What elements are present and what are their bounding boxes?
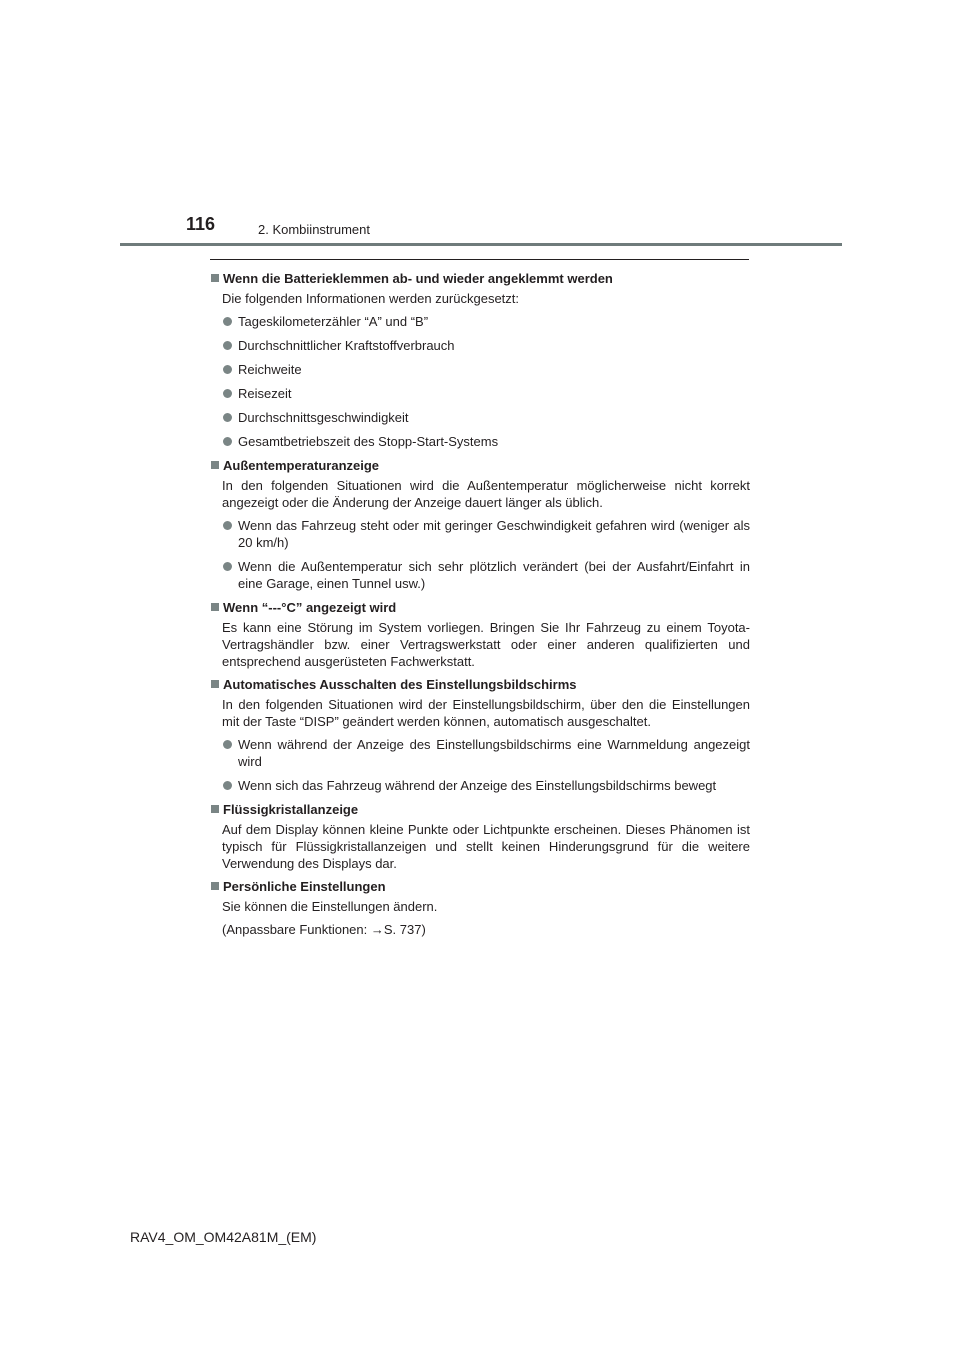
- page-content: [210, 270, 750, 944]
- section-heading: [210, 599, 750, 616]
- circle-bullet-icon: [223, 437, 232, 446]
- square-bullet-icon: [211, 882, 219, 890]
- circle-bullet-icon: [223, 341, 232, 350]
- list-item: [222, 558, 750, 592]
- paragraph: In den folgenden Situationen wird die Außentemperatur möglicherweise nicht korrekt angezeigt oder die Änderung der Anzeige dauert länger als üblich.: [222, 478, 750, 510]
- list-item-text: Gesamtbetriebszeit des Stopp-Start-Systems: [238, 434, 499, 449]
- list-item-text: Tageskilometerzähler “A” und “B”: [238, 314, 429, 329]
- header-divider: [120, 243, 842, 246]
- circle-bullet-icon: [223, 389, 232, 398]
- document-code: RAV4_OM_OM42A81M_(EM): [130, 1229, 317, 1245]
- paragraph: In den folgenden Situationen wird der Einstellungsbildschirm, über den die Einstellungen mit der Taste “DISP” geändert werden können, automatisch ausgeschaltet.: [222, 697, 750, 729]
- section-heading: [210, 878, 750, 895]
- content-divider: [210, 259, 749, 260]
- section-heading: [210, 270, 750, 287]
- list-item-text: Reisezeit: [238, 386, 292, 401]
- chapter-title: 2. Kombiinstrument: [258, 222, 370, 237]
- list-item: [222, 433, 750, 450]
- list-item-text: Wenn während der Anzeige des Einstellungsbildschirms eine Warnmeldung angezeigt wird: [238, 737, 750, 769]
- list-item: [222, 385, 750, 402]
- list-item-text: Wenn sich das Fahrzeug während der Anzeige des Einstellungsbildschirms bewegt: [238, 778, 717, 793]
- section: [210, 599, 750, 670]
- paragraph: Die folgenden Informationen werden zurückgesetzt:: [222, 291, 520, 306]
- section-heading-text: Persönliche Einstellungen: [223, 879, 386, 894]
- circle-bullet-icon: [223, 740, 232, 749]
- section: [210, 878, 750, 938]
- list-item-text: Wenn die Außentemperatur sich sehr plötzlich verändert (bei der Ausfahrt/Einfahrt in eine Garage, einen Tunnel usw.): [238, 559, 750, 591]
- section-heading: [210, 676, 750, 693]
- list-item: [222, 409, 750, 426]
- list-item-text: Durchschnittlicher Kraftstoffverbrauch: [238, 338, 455, 353]
- section-heading-text: Flüssigkristallanzeige: [223, 802, 359, 817]
- list-item: [222, 337, 750, 354]
- circle-bullet-icon: [223, 781, 232, 790]
- section-heading: [210, 801, 750, 818]
- list-item-text: Reichweite: [238, 362, 302, 377]
- square-bullet-icon: [211, 680, 219, 688]
- section: [210, 801, 750, 872]
- paragraph: (Anpassbare Funktionen: →S. 737): [222, 922, 426, 937]
- paragraph: Auf dem Display können kleine Punkte oder Lichtpunkte erscheinen. Dieses Phänomen ist typisch für Flüssigkristallanzeigen und stellt keinen Hinderungsgrund für die weitere Verwendung des Displays dar.: [222, 822, 750, 871]
- circle-bullet-icon: [223, 317, 232, 326]
- page-number: 116: [186, 214, 216, 234]
- list-item-text: Wenn das Fahrzeug steht oder mit geringer Geschwindigkeit gefahren wird (weniger als 20 km/h): [238, 518, 750, 550]
- list-item: [222, 313, 750, 330]
- list-item: [222, 777, 750, 794]
- section-heading-text: Wenn die Batterieklemmen ab- und wieder angeklemmt werden: [223, 271, 613, 286]
- list-item: [222, 361, 750, 378]
- section: [210, 676, 750, 794]
- square-bullet-icon: [211, 805, 219, 813]
- square-bullet-icon: [211, 603, 219, 611]
- square-bullet-icon: [211, 274, 219, 282]
- circle-bullet-icon: [223, 413, 232, 422]
- list-item: [222, 517, 750, 551]
- square-bullet-icon: [211, 461, 219, 469]
- section-heading-text: Wenn “---°C” angezeigt wird: [223, 600, 397, 615]
- section-heading-text: Automatisches Ausschalten des Einstellungsbildschirms: [223, 677, 577, 692]
- section-heading-text: Außentemperaturanzeige: [223, 458, 380, 473]
- paragraph: Sie können die Einstellungen ändern.: [222, 899, 438, 914]
- circle-bullet-icon: [223, 365, 232, 374]
- list-item: [222, 736, 750, 770]
- section: [210, 457, 750, 592]
- section: [210, 270, 750, 450]
- section-heading: [210, 457, 750, 474]
- paragraph: Es kann eine Störung im System vorliegen. Bringen Sie Ihr Fahrzeug zu einem Toyota-Vertragshändler bzw. einer Vertragswerkstatt oder einer anderen qualifizierten und entsprechend ausgerüsteten Fachwerkstatt.: [222, 620, 750, 669]
- list-item-text: Durchschnittsgeschwindigkeit: [238, 410, 409, 425]
- circle-bullet-icon: [223, 521, 232, 530]
- circle-bullet-icon: [223, 562, 232, 571]
